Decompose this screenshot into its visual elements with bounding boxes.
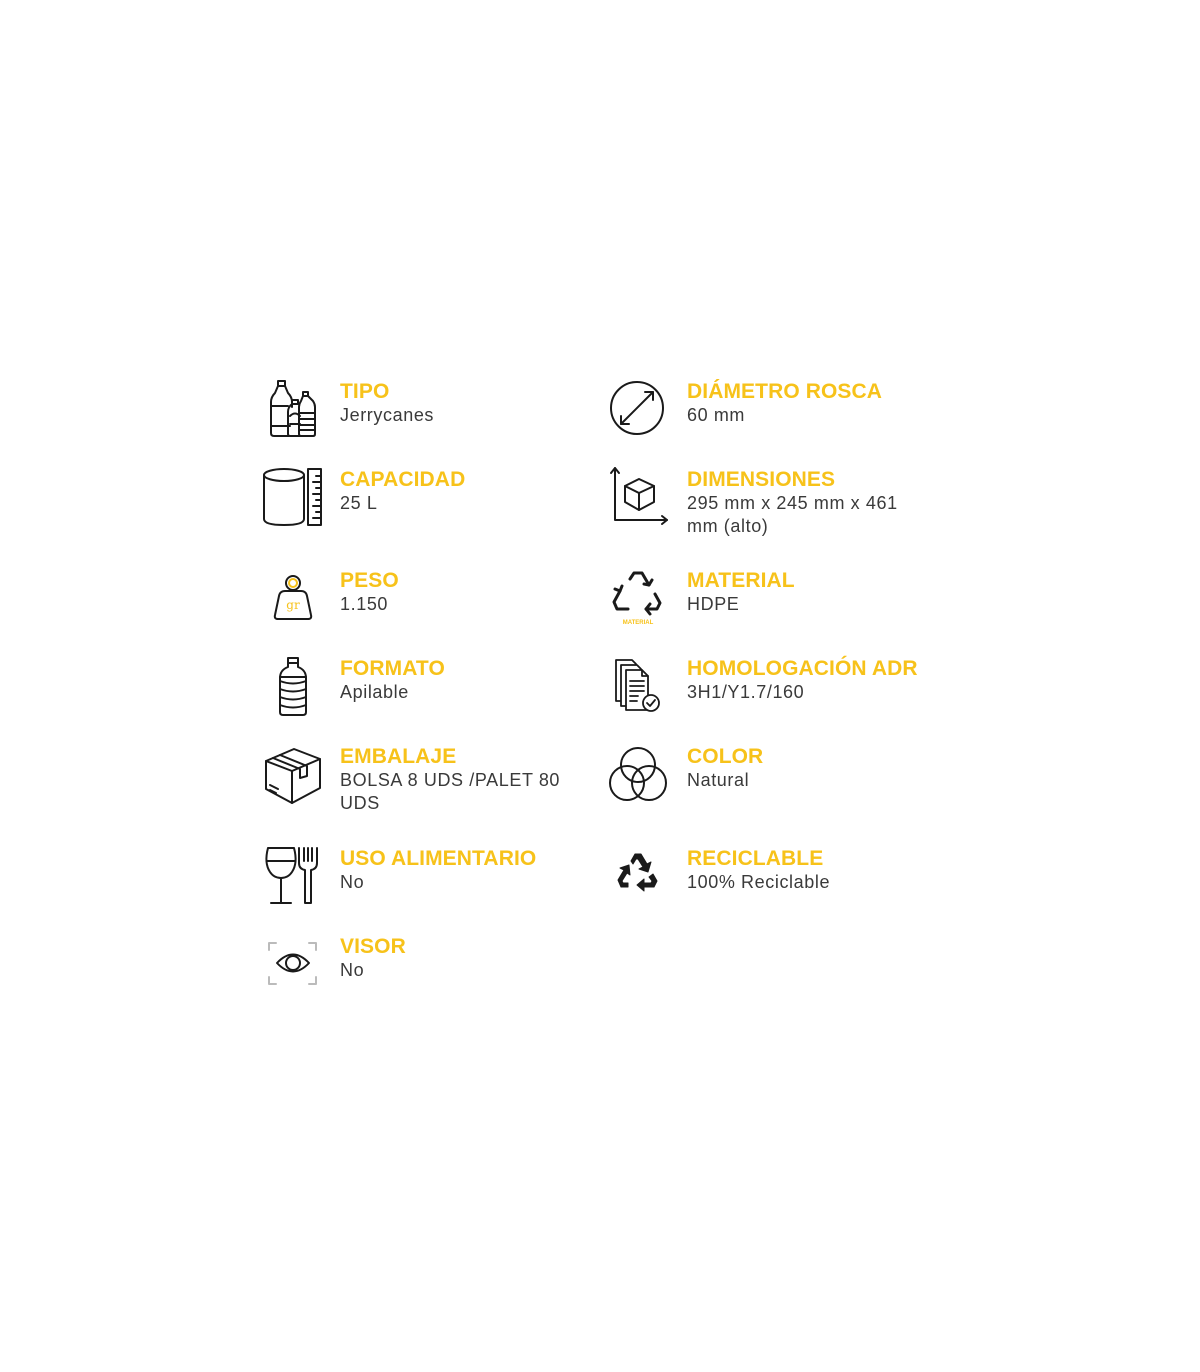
recycle-icon xyxy=(608,847,672,911)
spec-title: USO ALIMENTARIO xyxy=(340,847,537,870)
spec-title: RECICLABLE xyxy=(687,847,824,870)
spec-title: CAPACIDAD xyxy=(340,468,466,491)
spec-title: EMBALAJE xyxy=(340,745,457,768)
box-icon xyxy=(264,745,328,809)
spec-value: 1.150 xyxy=(340,594,389,614)
spec-value: 60 mm xyxy=(687,405,746,425)
glass-fork-icon xyxy=(264,847,328,911)
svg-text:gr: gr xyxy=(286,598,300,612)
capacity-cylinder-icon xyxy=(264,468,328,532)
spec-value: BOLSA 8 UDS /PALET 80 UDS xyxy=(340,770,561,813)
svg-text:MATERIAL: MATERIAL xyxy=(622,620,654,626)
eye-icon xyxy=(264,935,328,999)
documents-check-icon xyxy=(608,657,672,721)
recycle-material-icon xyxy=(608,569,672,633)
spec-value: HDPE xyxy=(687,594,740,614)
spec-value: Apilable xyxy=(340,682,409,702)
spec-peso xyxy=(264,569,594,633)
spec-dimensiones xyxy=(608,468,948,548)
color-circles-icon xyxy=(608,745,672,809)
weight-icon xyxy=(264,569,328,633)
spec-capacidad xyxy=(264,468,594,532)
spec-title: VISOR xyxy=(340,935,406,958)
spec-title: TIPO xyxy=(340,380,390,403)
spec-title: HOMOLOGACIÓN ADR xyxy=(687,657,918,680)
spec-color xyxy=(608,745,948,809)
spec-homologacion xyxy=(608,657,948,721)
spec-title: FORMATO xyxy=(340,657,445,680)
diameter-icon xyxy=(608,380,672,444)
spec-value: No xyxy=(340,960,365,980)
spec-value: 100% Reciclable xyxy=(687,872,831,892)
spec-title: MATERIAL xyxy=(687,569,795,592)
spec-value: No xyxy=(340,872,365,892)
spec-embalaje xyxy=(264,745,594,825)
spec-value: 295 mm x 245 mm x 461 mm (alto) xyxy=(687,493,898,536)
spec-title: PESO xyxy=(340,569,399,592)
spec-value: Jerrycanes xyxy=(340,405,435,425)
spec-uso-alimentario xyxy=(264,847,594,911)
spec-visor xyxy=(264,935,594,999)
dimensions-icon xyxy=(608,468,672,532)
spec-diametro-rosca xyxy=(608,380,948,444)
spec-tipo xyxy=(264,380,594,444)
spec-title: DIMENSIONES xyxy=(687,468,836,491)
stacked-bottle-icon xyxy=(264,657,328,721)
bottles-icon xyxy=(264,380,328,444)
spec-title: COLOR xyxy=(687,745,764,768)
spec-title: DIÁMETRO ROSCA xyxy=(687,380,883,403)
spec-value: Natural xyxy=(687,770,750,790)
spec-reciclable xyxy=(608,847,948,911)
spec-value: 3H1/Y1.7/160 xyxy=(687,682,805,702)
spec-value: 25 L xyxy=(340,493,378,513)
spec-formato xyxy=(264,657,594,721)
spec-material xyxy=(608,569,948,633)
